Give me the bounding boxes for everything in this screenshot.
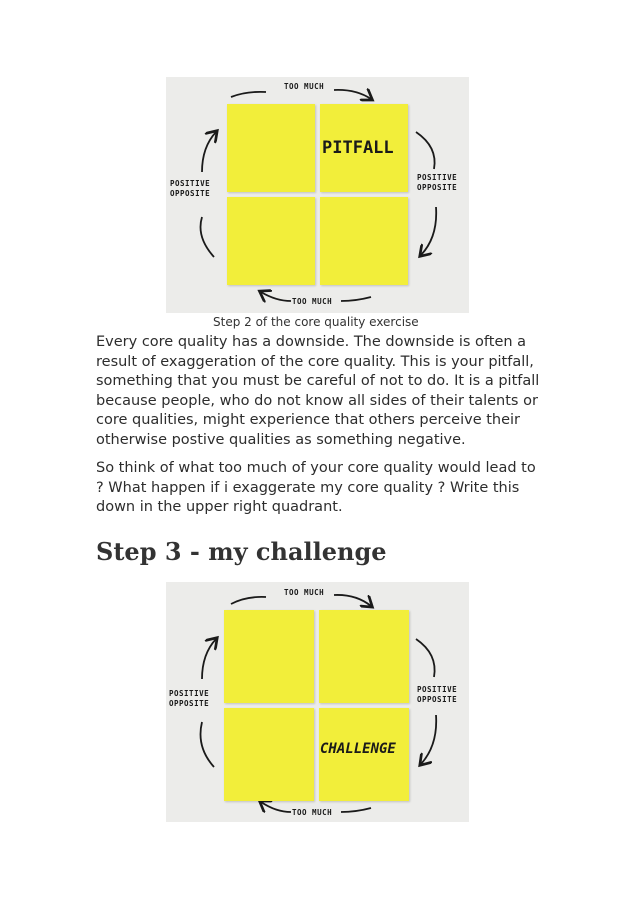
top-label: TOO MUCH (284, 82, 325, 91)
pitfall-label: PITFALL (322, 138, 394, 158)
challenge-label: CHALLENGE (320, 741, 396, 757)
sticky-note-bottom-right (319, 708, 409, 801)
sticky-note-top-left (227, 104, 315, 192)
section-heading: Step 3 - my challenge (96, 537, 387, 566)
sticky-note-bottom-left (227, 197, 315, 285)
right-label-2: OPPOSITE (417, 183, 458, 192)
bottom-label: TOO MUCH (292, 808, 333, 817)
sticky-note-bottom-right (320, 197, 408, 285)
challenge-quadrant-image (166, 582, 469, 822)
figure-caption: Step 2 of the core quality exercise (213, 315, 419, 329)
left-label-1: POSITIVE (169, 689, 210, 698)
right-label-1: POSITIVE (417, 685, 458, 694)
left-label-2: OPPOSITE (169, 699, 210, 708)
left-label-1: POSITIVE (170, 179, 211, 188)
pitfall-quadrant-image (166, 77, 469, 313)
cycle-arrows-1 (166, 77, 469, 313)
sticky-note-bottom-left (224, 708, 314, 801)
sticky-note-top-left (224, 610, 314, 703)
sticky-note-top-right (319, 610, 409, 703)
right-label-2: OPPOSITE (417, 695, 458, 704)
top-label: TOO MUCH (284, 588, 325, 597)
pitfall-paragraph: Every core quality has a downside. The downside is often a result of exaggeration of the core quality. This is your pitfall, something that you must be careful of not to do. It is a pitfall because people, who do not know all sides of their talents or core qualities, might experience that others perceive their otherwise postive qualities as something negative. (96, 334, 540, 448)
right-label-1: POSITIVE (417, 173, 458, 182)
bottom-label: TOO MUCH (292, 297, 333, 306)
sticky-note-top-right (320, 104, 408, 192)
left-label-2: OPPOSITE (170, 189, 211, 198)
instruction-paragraph: So think of what too much of your core quality would lead to ? What happen if i exaggerate my core quality ? Write this down in the upper right quadrant. (96, 460, 536, 515)
